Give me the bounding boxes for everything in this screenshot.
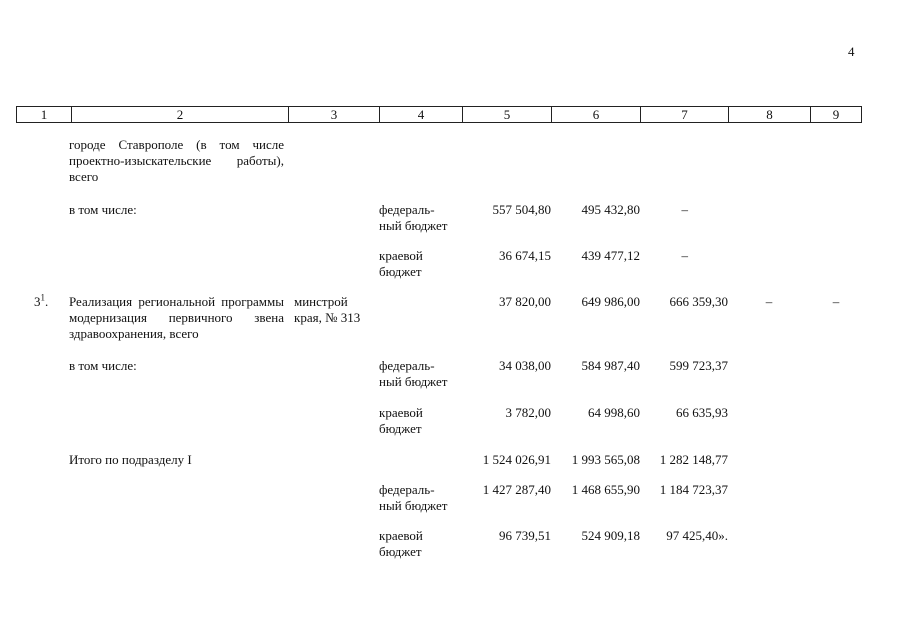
value-col-5: 557 504,80 bbox=[492, 202, 551, 217]
value-col-5: 96 739,51 bbox=[499, 528, 551, 543]
header-col-3: 3 bbox=[289, 107, 380, 122]
value-col-5: 36 674,15 bbox=[499, 248, 551, 263]
value-col-7: 666 359,30 bbox=[669, 294, 728, 309]
budget-type: краевой бюджет bbox=[379, 528, 423, 559]
value-col-6: 1 468 655,90 bbox=[571, 482, 640, 497]
budget-type: федераль- ный бюджет bbox=[379, 202, 448, 233]
value-col-7: 1 184 723,37 bbox=[659, 482, 728, 497]
value-col-6: 584 987,40 bbox=[581, 358, 640, 373]
value-col-5: 1 524 026,91 bbox=[482, 452, 551, 467]
header-col-7: 7 bbox=[641, 107, 729, 122]
value-col-5: 3 782,00 bbox=[505, 405, 551, 420]
header-col-2: 2 bbox=[72, 107, 289, 122]
header-col-8: 8 bbox=[729, 107, 811, 122]
row-description: в том числе: bbox=[69, 202, 137, 217]
value-col-7: – bbox=[681, 202, 688, 217]
page-number: 4 bbox=[848, 44, 855, 59]
value-col-5: 34 038,00 bbox=[499, 358, 551, 373]
budget-type: краевой бюджет bbox=[379, 248, 423, 279]
row-description: в том числе: bbox=[69, 358, 137, 373]
row-number: $3^1$. bbox=[34, 292, 49, 309]
header-col-5: 5 bbox=[463, 107, 552, 122]
value-col-7: 97 425,40». bbox=[666, 528, 728, 543]
value-col-6: 524 909,18 bbox=[581, 528, 640, 543]
value-col-5: 1 427 287,40 bbox=[482, 482, 551, 497]
value-col-5: 37 820,00 bbox=[499, 294, 551, 309]
budget-type: краевой бюджет bbox=[379, 405, 423, 436]
budget-type: федераль- ный бюджет bbox=[379, 358, 448, 389]
row-description: городе Ставрополе (в том числе проектно-изыскательские работы), всего bbox=[69, 137, 284, 184]
executor: минстрой края, № 313 bbox=[294, 294, 361, 325]
header-col-4: 4 bbox=[380, 107, 463, 122]
header-col-1: 1 bbox=[17, 107, 72, 122]
value-col-6: 495 432,80 bbox=[581, 202, 640, 217]
value-col-6: 439 477,12 bbox=[581, 248, 640, 263]
value-col-8: – bbox=[765, 294, 773, 309]
row-description: Реализация региональной программы модернизация первичного звена здравоохранения, всего bbox=[69, 294, 284, 341]
value-col-7: 1 282 148,77 bbox=[659, 452, 728, 467]
value-col-7: 599 723,37 bbox=[669, 358, 728, 373]
value-col-6: 1 993 565,08 bbox=[571, 452, 640, 467]
value-col-9: – bbox=[832, 294, 840, 309]
header-col-6: 6 bbox=[552, 107, 641, 122]
table-header-row bbox=[16, 106, 862, 123]
value-col-7: – bbox=[681, 248, 688, 263]
value-col-6: 64 998,60 bbox=[588, 405, 640, 420]
header-col-9: 9 bbox=[832, 107, 840, 122]
value-col-7: 66 635,93 bbox=[676, 405, 728, 420]
subtotal-label: Итого по подразделу I bbox=[69, 452, 192, 467]
budget-type: федераль- ный бюджет bbox=[379, 482, 448, 513]
value-col-6: 649 986,00 bbox=[581, 294, 640, 309]
